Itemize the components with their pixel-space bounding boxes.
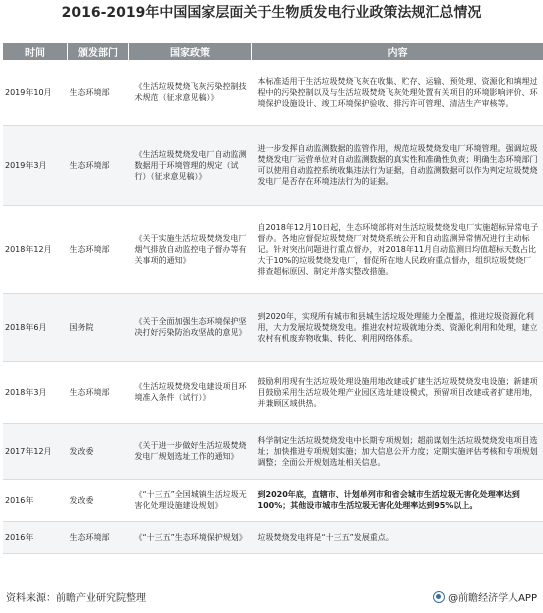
- row-policy: 《“十三五”生态环境保护规划》: [129, 521, 252, 553]
- row-content: 本标准适用于生活垃圾焚烧飞灰在收集、贮存、运输、预处理、资源化和填埋过程中的污染控制以及与生活垃圾焚烧飞灰处理处置有关项目的环境影响评价、环境保护设施设计、竣工环境保护验收、排污许可管理、清洁生产审核等。: [252, 60, 543, 125]
- row-dept: 生态环境部: [68, 125, 129, 205]
- table-row: [3, 423, 543, 479]
- policy-table: [3, 43, 543, 554]
- table-row: [3, 521, 543, 553]
- row-content: 到2020年底，直辖市、计划单列市和省会城市生活垃圾无害化处理率达到100%；其他设市城市生活垃圾无害化处理率达到95%以上。: [252, 479, 543, 521]
- header-time: 时间: [3, 43, 68, 60]
- table-row: [3, 205, 543, 293]
- row-time: 2018年3月: [3, 361, 68, 423]
- row-content: 垃圾焚烧发电将是“十三五”发展重点。: [252, 521, 543, 553]
- table-row: [3, 293, 543, 361]
- source-note: 资料来源：前瞻产业研究院整理: [6, 593, 146, 604]
- row-content: 科学制定生活垃圾焚烧发电中长期专项规划；超前谋划生活垃圾焚烧发电项目选址；加快推进专项规划实施；加大信息公开力度；定期实施评估考核和专项规划调整；全面公开规划选址相关信息。: [252, 423, 543, 479]
- row-time: 2019年3月: [3, 125, 68, 205]
- table-header-row: [3, 43, 543, 60]
- row-policy: 《生活垃圾焚烧飞灰污染控制技术规范（征求意见稿）》: [129, 60, 252, 125]
- header-dept: 颁发部门: [68, 43, 129, 60]
- row-time: 2016年: [3, 479, 68, 521]
- row-content: 鼓励利用现有生活垃圾处理设施用地改建或扩建生活垃圾焚烧发电设施；新建项目鼓励采用生活垃圾处理产业园区选址建设模式，预留项目改建或者扩建用地，并兼顾区域供热。: [252, 361, 543, 423]
- row-policy: 《生活垃圾焚烧发电厂自动监测数据用于环境管理的规定（试行）（征求意见稿）》: [129, 125, 252, 205]
- table-row: [3, 60, 543, 125]
- table-row: [3, 479, 543, 521]
- header-policy: 国家政策: [129, 43, 252, 60]
- header-content: 内容: [252, 43, 543, 60]
- row-dept: 发改委: [68, 479, 129, 521]
- document-title: 2016-2019年中国国家层面关于生物质发电行业政策法规汇总情况: [61, 5, 482, 21]
- footer: [0, 583, 543, 613]
- row-dept: 生态环境部: [68, 205, 129, 293]
- table-row: [3, 361, 543, 423]
- row-content: 自2018年12月10日起，生态环境部将对生活垃圾焚烧发电厂实施超标异常电子督办。各地应督促垃圾焚烧厂对焚烧系统公开和自动监测异常情况进行主动标记。针对突出问题进行重点督办，对2018年11月自动监测日均值超标天数占比大于10%的垃圾焚烧发电厂，督促所在地人民政府重点督办，组织垃圾焚烧厂排查超标原因、制定并落实整改措施。: [252, 205, 543, 293]
- row-dept: 生态环境部: [68, 60, 129, 125]
- row-time: 2019年10月: [3, 60, 68, 125]
- row-content: 到2020年，实现所有城市和县城生活垃圾处理能力全覆盖，推进垃圾资源化利用，大力发展垃圾焚烧发电。推进农村垃圾就地分类、资源化利用和处理，建立农村有机废弃物收集、转化、利用网络体系。: [252, 293, 543, 361]
- row-time: 2017年12月: [3, 423, 68, 479]
- row-dept: 发改委: [68, 423, 129, 479]
- row-dept: 生态环境部: [68, 521, 129, 553]
- brand-credit: [433, 589, 537, 604]
- row-policy: 《“十三五”全国城镇生活垃圾无害化处理设施建设规划》: [129, 479, 252, 521]
- row-content: 进一步发挥自动监测数据的监管作用，规范垃圾焚烧发电厂环境管理。强调垃圾焚烧发电厂运营单位对自动监测数据的真实性和准确性负责；明确生态环境部门可以使用自动监控系统收集违法行为证据，自动监测数据可以作为判定垃圾焚烧发电厂是否存在环境违法行为的证据。: [252, 125, 543, 205]
- row-dept: 生态环境部: [68, 361, 129, 423]
- row-time: 2018年12月: [3, 205, 68, 293]
- brand-name: @前瞻经济学人APP: [448, 593, 537, 604]
- row-time: 2018年6月: [3, 293, 68, 361]
- row-policy: 《关于实施生活垃圾焚烧发电厂烟气排放自动监控电子督办等有关事项的通知》: [129, 205, 252, 293]
- row-policy: 《关于进一步做好生活垃圾焚烧发电厂规划选址工作的通知》: [129, 423, 252, 479]
- row-dept: 国务院: [68, 293, 129, 361]
- brand-logo-icon: [433, 591, 445, 603]
- row-time: 2016年: [3, 521, 68, 553]
- row-policy: 《关于全面加强生态环境保护坚决打好污染防治攻坚战的意见》: [129, 293, 252, 361]
- table-row: [3, 125, 543, 205]
- row-policy: 《生活垃圾焚烧发电建设项目环境准入条件（试行）》: [129, 361, 252, 423]
